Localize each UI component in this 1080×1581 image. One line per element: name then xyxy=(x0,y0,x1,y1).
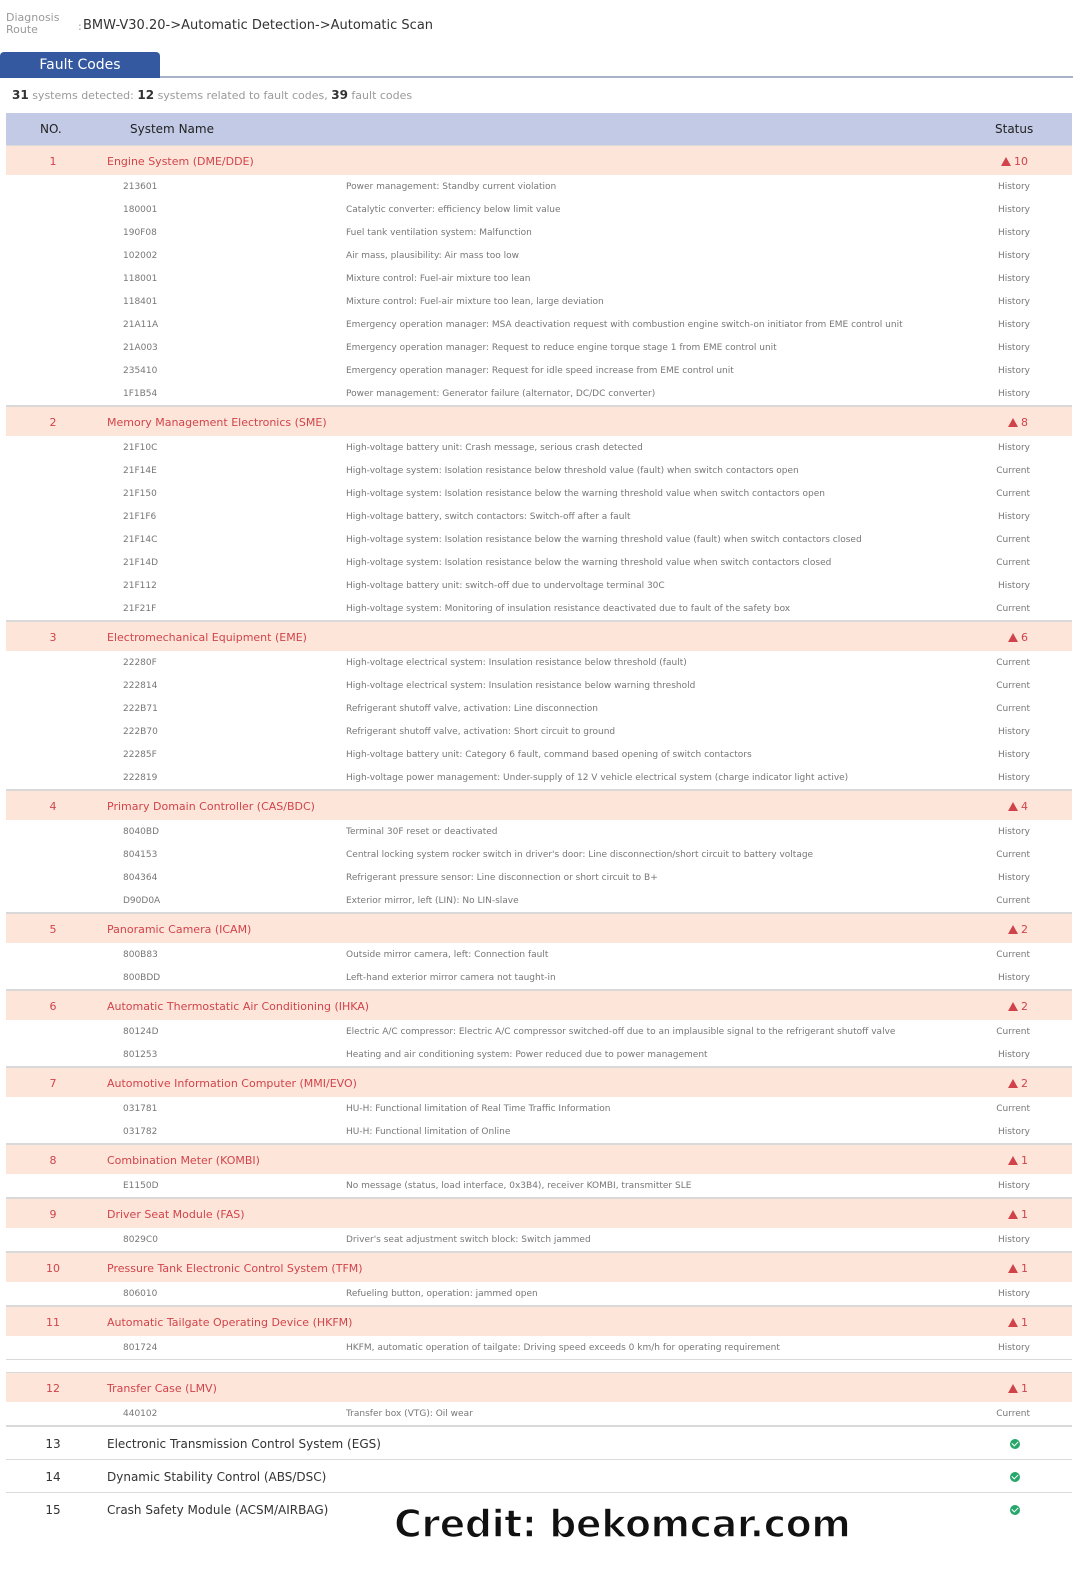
fault-code-row xyxy=(6,1043,1072,1066)
fault-status: History xyxy=(997,182,1030,192)
fault-code-row xyxy=(6,697,1072,720)
system-row-ok[interactable] xyxy=(6,1459,1072,1492)
system-name: Driver Seat Module (FAS) xyxy=(107,1208,245,1221)
fault-code-row xyxy=(6,1402,1072,1425)
fault-status: Current xyxy=(996,489,1030,499)
fault-code-row xyxy=(6,382,1072,405)
fault-code: 804364 xyxy=(123,873,158,883)
fault-count-badge xyxy=(1008,923,1028,936)
fault-status: History xyxy=(997,274,1030,284)
fault-code-row xyxy=(6,1020,1072,1043)
fault-code-row xyxy=(6,1120,1072,1143)
fault-codes-text: fault codes xyxy=(351,89,413,102)
tab-fault-codes[interactable]: Fault Codes xyxy=(0,52,160,78)
fault-code: 80124D xyxy=(123,1027,159,1037)
fault-code-row xyxy=(6,551,1072,574)
fault-code-row xyxy=(6,313,1072,336)
fault-system-group xyxy=(6,406,1072,621)
fault-code: 21F1F6 xyxy=(123,512,157,522)
system-row[interactable] xyxy=(6,913,1072,943)
fault-status: History xyxy=(997,251,1030,261)
system-name: Crash Safety Module (ACSM/AIRBAG) xyxy=(107,1503,329,1517)
tab-bar xyxy=(0,52,1073,78)
fault-description: Exterior mirror, left (LIN): No LIN-slave xyxy=(346,896,519,906)
fault-description: Transfer box (VTG): Oil wear xyxy=(346,1409,473,1419)
fault-status: History xyxy=(997,297,1030,307)
fault-code: 21F21F xyxy=(123,604,157,614)
fault-code: 118401 xyxy=(123,297,158,307)
fault-status: History xyxy=(997,827,1030,837)
fault-status: History xyxy=(997,750,1030,760)
system-row[interactable] xyxy=(6,1372,1072,1402)
fault-code: E1150D xyxy=(123,1181,159,1191)
table-body xyxy=(6,145,1072,1525)
fault-status: Current xyxy=(996,1027,1030,1037)
system-name: Automatic Tailgate Operating Device (HKFM) xyxy=(107,1316,353,1329)
table-header xyxy=(6,113,1072,145)
fault-description: Mixture control: Fuel-air mixture too lean, large deviation xyxy=(346,297,604,307)
fault-status: History xyxy=(997,773,1030,783)
warning-triangle-icon xyxy=(1008,1002,1018,1011)
fault-code-row xyxy=(6,943,1072,966)
system-number: 14 xyxy=(45,1470,61,1484)
fault-system-group xyxy=(6,1372,1072,1426)
fault-count: 1 xyxy=(1021,1208,1028,1221)
fault-description: HU-H: Functional limitation of Real Time Traffic Information xyxy=(346,1104,611,1114)
fault-count: 1 xyxy=(1021,1154,1028,1167)
system-number: 12 xyxy=(46,1382,60,1395)
fault-description: Refrigerant pressure sensor: Line disconnection or short circuit to B+ xyxy=(346,873,658,883)
fault-code-row xyxy=(6,198,1072,221)
fault-code-row xyxy=(6,597,1072,620)
diagnosis-route xyxy=(6,12,1066,42)
warning-triangle-icon xyxy=(1008,1210,1018,1219)
fault-code-row xyxy=(6,436,1072,459)
fault-count: 6 xyxy=(1021,631,1028,644)
fault-description: HKFM, automatic operation of tailgate: Driving speed exceeds 0 km/h for operating requirement xyxy=(346,1343,780,1353)
systems-detected-count: 31 xyxy=(12,88,29,102)
system-row[interactable] xyxy=(6,1252,1072,1282)
fault-description: HU-H: Functional limitation of Online xyxy=(346,1127,511,1137)
fault-code: 22285F xyxy=(123,750,157,760)
fault-code-row xyxy=(6,244,1072,267)
fault-code: 222819 xyxy=(123,773,158,783)
fault-count-badge xyxy=(1008,1077,1028,1090)
system-number: 13 xyxy=(45,1437,61,1451)
fault-status: Current xyxy=(996,896,1030,906)
fault-code: 031781 xyxy=(123,1104,158,1114)
fault-system-group xyxy=(6,1144,1072,1198)
system-number: 5 xyxy=(49,923,57,936)
fault-description: High-voltage power management: Under-supply of 12 V vehicle electrical system (charge indicator light active) xyxy=(346,773,849,783)
fault-description: Left-hand exterior mirror camera not taught-in xyxy=(346,973,556,983)
warning-triangle-icon xyxy=(1008,1318,1018,1327)
fault-description: Refueling button, operation: jammed open xyxy=(346,1289,538,1299)
fault-code: 8029C0 xyxy=(123,1235,158,1245)
fault-description: Terminal 30F reset or deactivated xyxy=(346,827,498,837)
system-name: Combination Meter (KOMBI) xyxy=(107,1154,260,1167)
fault-count: 1 xyxy=(1021,1316,1028,1329)
fault-code-row xyxy=(6,1336,1072,1359)
fault-status: Current xyxy=(996,704,1030,714)
fault-count-badge xyxy=(1001,155,1028,168)
fault-count: 2 xyxy=(1021,1077,1028,1090)
fault-code-row xyxy=(6,221,1072,244)
system-number: 7 xyxy=(49,1077,57,1090)
fault-code: 440102 xyxy=(123,1409,158,1419)
warning-triangle-icon xyxy=(1008,418,1018,427)
fault-description: High-voltage system: Isolation resistance below the warning threshold value when switch contactors closed xyxy=(346,558,832,568)
fault-code: 031782 xyxy=(123,1127,158,1137)
fault-count-badge xyxy=(1008,1262,1028,1275)
header-status: Status xyxy=(995,122,1034,136)
system-name: Automotive Information Computer (MMI/EVO) xyxy=(107,1077,357,1090)
system-number: 15 xyxy=(45,1503,61,1517)
fault-code: 222814 xyxy=(123,681,158,691)
check-circle-icon xyxy=(1010,1472,1020,1482)
fault-system-group xyxy=(6,990,1072,1067)
fault-status: History xyxy=(997,320,1030,330)
fault-description: Emergency operation manager: MSA deactivation request with combustion engine switch-on initiator from EME control unit xyxy=(346,320,903,330)
fault-code-row xyxy=(6,290,1072,313)
fault-status: History xyxy=(997,389,1030,399)
fault-code: 21F14D xyxy=(123,558,159,568)
fault-code-row xyxy=(6,966,1072,989)
fault-system-group xyxy=(6,1067,1072,1144)
fault-code-row xyxy=(6,889,1072,912)
fault-system-group xyxy=(6,145,1072,406)
fault-description: High-voltage electrical system: Insulation resistance below threshold (fault) xyxy=(346,658,687,668)
fault-description: Air mass, plausibility: Air mass too low xyxy=(346,251,520,261)
system-number: 6 xyxy=(49,1000,57,1013)
fault-system-group xyxy=(6,1306,1072,1360)
fault-code-row xyxy=(6,1097,1072,1120)
fault-status: History xyxy=(997,973,1030,983)
fault-description: High-voltage electrical system: Insulation resistance below warning threshold xyxy=(346,681,696,691)
system-name: Engine System (DME/DDE) xyxy=(107,155,254,168)
fault-code: 21F112 xyxy=(123,581,157,591)
fault-description: High-voltage system: Isolation resistance below the warning threshold value when switch contactors open xyxy=(346,489,825,499)
systems-detected-text: systems detected: xyxy=(32,89,134,102)
fault-status: History xyxy=(997,205,1030,215)
fault-table xyxy=(6,113,1072,1525)
fault-code: 213601 xyxy=(123,182,158,192)
fault-status: Current xyxy=(996,681,1030,691)
fault-description: High-voltage system: Monitoring of insulation resistance deactivated due to fault of the safety box xyxy=(346,604,791,614)
fault-status: Current xyxy=(996,535,1030,545)
fault-status: History xyxy=(997,228,1030,238)
fault-code-row xyxy=(6,482,1072,505)
fault-code-row xyxy=(6,1174,1072,1197)
fault-code-row xyxy=(6,505,1072,528)
fault-code-row xyxy=(6,674,1072,697)
system-name: Electronic Transmission Control System (EGS) xyxy=(107,1437,381,1451)
fault-code-row xyxy=(6,459,1072,482)
fault-count-badge xyxy=(1008,1208,1028,1221)
fault-code-row xyxy=(6,359,1072,382)
check-circle-icon xyxy=(1010,1439,1020,1449)
fault-description: Emergency operation manager: Request for idle speed increase from EME control unit xyxy=(346,366,734,376)
fault-description: Outside mirror camera, left: Connection fault xyxy=(346,950,549,960)
fault-description: Central locking system rocker switch in driver's door: Line disconnection/short circuit to battery voltage xyxy=(346,850,814,860)
fault-status: History xyxy=(997,581,1030,591)
system-row[interactable] xyxy=(6,1144,1072,1174)
fault-code: 190F08 xyxy=(123,228,157,238)
fault-code-row xyxy=(6,720,1072,743)
fault-code: 804153 xyxy=(123,850,158,860)
system-number: 8 xyxy=(49,1154,57,1167)
fault-count: 1 xyxy=(1021,1382,1028,1395)
fault-description: Mixture control: Fuel-air mixture too lean xyxy=(346,274,531,284)
fault-code: 118001 xyxy=(123,274,158,284)
check-circle-icon xyxy=(1010,1505,1020,1515)
system-name: Primary Domain Controller (CAS/BDC) xyxy=(107,800,315,813)
fault-code: 801724 xyxy=(123,1343,158,1353)
fault-description: Emergency operation manager: Request to reduce engine torque stage 1 from EME control unit xyxy=(346,343,777,353)
fault-code: D90D0A xyxy=(123,896,161,906)
fault-system-group xyxy=(6,621,1072,790)
fault-code: 21A003 xyxy=(123,343,158,353)
fault-count-badge xyxy=(1008,416,1028,429)
related-systems-count: 12 xyxy=(137,88,155,102)
fault-status: History xyxy=(997,343,1030,353)
fault-status: History xyxy=(997,366,1030,376)
fault-system-group xyxy=(6,1252,1072,1306)
system-name: Memory Management Electronics (SME) xyxy=(107,416,327,429)
system-row[interactable] xyxy=(6,790,1072,820)
fault-description: Refrigerant shutoff valve, activation: Short circuit to ground xyxy=(346,727,616,737)
fault-description: Fuel tank ventilation system: Malfunction xyxy=(346,228,532,238)
system-name: Pressure Tank Electronic Control System (TFM) xyxy=(107,1262,363,1275)
fault-description: Driver's seat adjustment switch block: Switch jammed xyxy=(346,1235,591,1245)
fault-description: Heating and air conditioning system: Power reduced due to power management xyxy=(346,1050,708,1060)
fault-status: History xyxy=(997,1050,1030,1060)
fault-code: 800B83 xyxy=(123,950,158,960)
system-row[interactable] xyxy=(6,1306,1072,1336)
system-row[interactable] xyxy=(6,990,1072,1020)
warning-triangle-icon xyxy=(1008,1079,1018,1088)
fault-description: Power management: Standby current violation xyxy=(346,182,557,192)
fault-code-row xyxy=(6,336,1072,359)
fault-code-row xyxy=(6,651,1072,674)
fault-count-badge xyxy=(1008,800,1028,813)
system-number: 2 xyxy=(49,416,57,429)
fault-code: 21F14E xyxy=(123,466,157,476)
fault-status: Current xyxy=(996,950,1030,960)
fault-status: Current xyxy=(996,850,1030,860)
fault-description: High-voltage battery unit: Category 6 fault, command based opening of switch contactors xyxy=(346,750,752,760)
fault-status: History xyxy=(997,1343,1030,1353)
fault-code: 222B70 xyxy=(123,727,158,737)
fault-code: 800BDD xyxy=(123,973,161,983)
fault-count: 4 xyxy=(1021,800,1028,813)
fault-count-badge xyxy=(1008,631,1028,644)
system-row[interactable] xyxy=(6,145,1072,175)
header-no: NO. xyxy=(40,122,62,136)
fault-code: 806010 xyxy=(123,1289,158,1299)
fault-status: Current xyxy=(996,604,1030,614)
system-row[interactable] xyxy=(6,1198,1072,1228)
fault-code: 22280F xyxy=(123,658,157,668)
fault-status: History xyxy=(997,1235,1030,1245)
fault-status: History xyxy=(997,1289,1030,1299)
fault-code: 21F14C xyxy=(123,535,158,545)
system-number: 9 xyxy=(49,1208,57,1221)
fault-description: Catalytic converter: efficiency below limit value xyxy=(346,205,561,215)
fault-code-row xyxy=(6,843,1072,866)
fault-count: 10 xyxy=(1014,155,1028,168)
system-name: Transfer Case (LMV) xyxy=(107,1382,217,1395)
fault-count-badge xyxy=(1008,1382,1028,1395)
fault-description: High-voltage battery unit: switch-off due to undervoltage terminal 30C xyxy=(346,581,665,591)
fault-status: Current xyxy=(996,1409,1030,1419)
fault-description: High-voltage system: Isolation resistance below threshold value (fault) when switch contactors open xyxy=(346,466,799,476)
warning-triangle-icon xyxy=(1008,802,1018,811)
fault-code-row xyxy=(6,574,1072,597)
system-row[interactable] xyxy=(6,621,1072,651)
fault-code: 21F10C xyxy=(123,443,158,453)
fault-code: 21F150 xyxy=(123,489,157,499)
fault-status: Current xyxy=(996,1104,1030,1114)
fault-system-group xyxy=(6,1198,1072,1252)
system-number: 11 xyxy=(46,1316,60,1329)
system-row[interactable] xyxy=(6,1067,1072,1097)
system-number: 4 xyxy=(49,800,57,813)
system-name: Dynamic Stability Control (ABS/DSC) xyxy=(107,1470,327,1484)
fault-code: 801253 xyxy=(123,1050,158,1060)
fault-status: Current xyxy=(996,558,1030,568)
breadcrumb: BMW-V30.20->Automatic Detection->Automatic Scan xyxy=(83,18,434,33)
fault-count-badge xyxy=(1008,1154,1028,1167)
fault-status: History xyxy=(997,443,1030,453)
warning-triangle-icon xyxy=(1001,157,1011,166)
system-row-ok[interactable] xyxy=(6,1426,1072,1459)
fault-description: Electric A/C compressor: Electric A/C compressor switched-off due to an implausible signal to the refrigerant shutoff valve xyxy=(346,1027,896,1037)
fault-count: 2 xyxy=(1021,923,1028,936)
route-label: Diagnosis Route xyxy=(6,11,60,36)
system-name: Automatic Thermostatic Air Conditioning (IHKA) xyxy=(107,1000,370,1013)
scan-summary xyxy=(12,88,412,102)
system-number: 10 xyxy=(46,1262,60,1275)
fault-code-row xyxy=(6,766,1072,789)
warning-triangle-icon xyxy=(1008,925,1018,934)
fault-code-row xyxy=(6,1282,1072,1305)
system-name: Panoramic Camera (ICAM) xyxy=(107,923,252,936)
fault-code-row xyxy=(6,743,1072,766)
fault-code-row xyxy=(6,866,1072,889)
fault-codes-count: 39 xyxy=(331,88,348,102)
fault-status: Current xyxy=(996,466,1030,476)
warning-triangle-icon xyxy=(1008,1156,1018,1165)
system-row[interactable] xyxy=(6,406,1072,436)
fault-code: 222B71 xyxy=(123,704,158,714)
fault-description: High-voltage battery, switch contactors: Switch-off after a fault xyxy=(346,512,631,522)
fault-code: 102002 xyxy=(123,251,158,261)
fault-code: 1F1B54 xyxy=(123,389,158,399)
credit-watermark: Credit: bekomcar.com xyxy=(394,1502,851,1546)
fault-code-row xyxy=(6,267,1072,290)
warning-triangle-icon xyxy=(1008,1264,1018,1273)
fault-count: 8 xyxy=(1021,416,1028,429)
related-systems-text: systems related to fault codes, xyxy=(157,89,328,102)
fault-code: 8040BD xyxy=(123,827,160,837)
fault-code: 180001 xyxy=(123,205,158,215)
fault-code: 235410 xyxy=(123,366,158,376)
system-name: Electromechanical Equipment (EME) xyxy=(107,631,307,644)
fault-code: 21A11A xyxy=(123,320,159,330)
warning-triangle-icon xyxy=(1008,1384,1018,1393)
fault-status: History xyxy=(997,727,1030,737)
fault-count: 1 xyxy=(1021,1262,1028,1275)
fault-description: High-voltage system: Isolation resistance below the warning threshold value (fault) when switch contactors closed xyxy=(346,535,862,545)
route-separator: : xyxy=(78,20,82,33)
system-number: 3 xyxy=(49,631,57,644)
fault-system-group xyxy=(6,790,1072,913)
fault-description: Power management: Generator failure (alternator, DC/DC converter) xyxy=(346,389,656,399)
fault-code-row xyxy=(6,528,1072,551)
header-system-name: System Name xyxy=(130,122,214,136)
fault-system-group xyxy=(6,913,1072,990)
system-number: 1 xyxy=(49,155,57,168)
fault-count-badge xyxy=(1008,1000,1028,1013)
fault-count-badge xyxy=(1008,1316,1028,1329)
fault-code-row xyxy=(6,1228,1072,1251)
fault-count: 2 xyxy=(1021,1000,1028,1013)
fault-description: No message (status, load interface, 0x3B4), receiver KOMBI, transmitter SLE xyxy=(346,1181,692,1191)
fault-status: History xyxy=(997,873,1030,883)
fault-status: History xyxy=(997,512,1030,522)
fault-status: Current xyxy=(996,658,1030,668)
fault-description: High-voltage battery unit: Crash message, serious crash detected xyxy=(346,443,643,453)
warning-triangle-icon xyxy=(1008,633,1018,642)
fault-code-row xyxy=(6,820,1072,843)
fault-code-row xyxy=(6,175,1072,198)
fault-description: Refrigerant shutoff valve, activation: Line disconnection xyxy=(346,704,599,714)
fault-status: History xyxy=(997,1181,1030,1191)
fault-status: History xyxy=(997,1127,1030,1137)
